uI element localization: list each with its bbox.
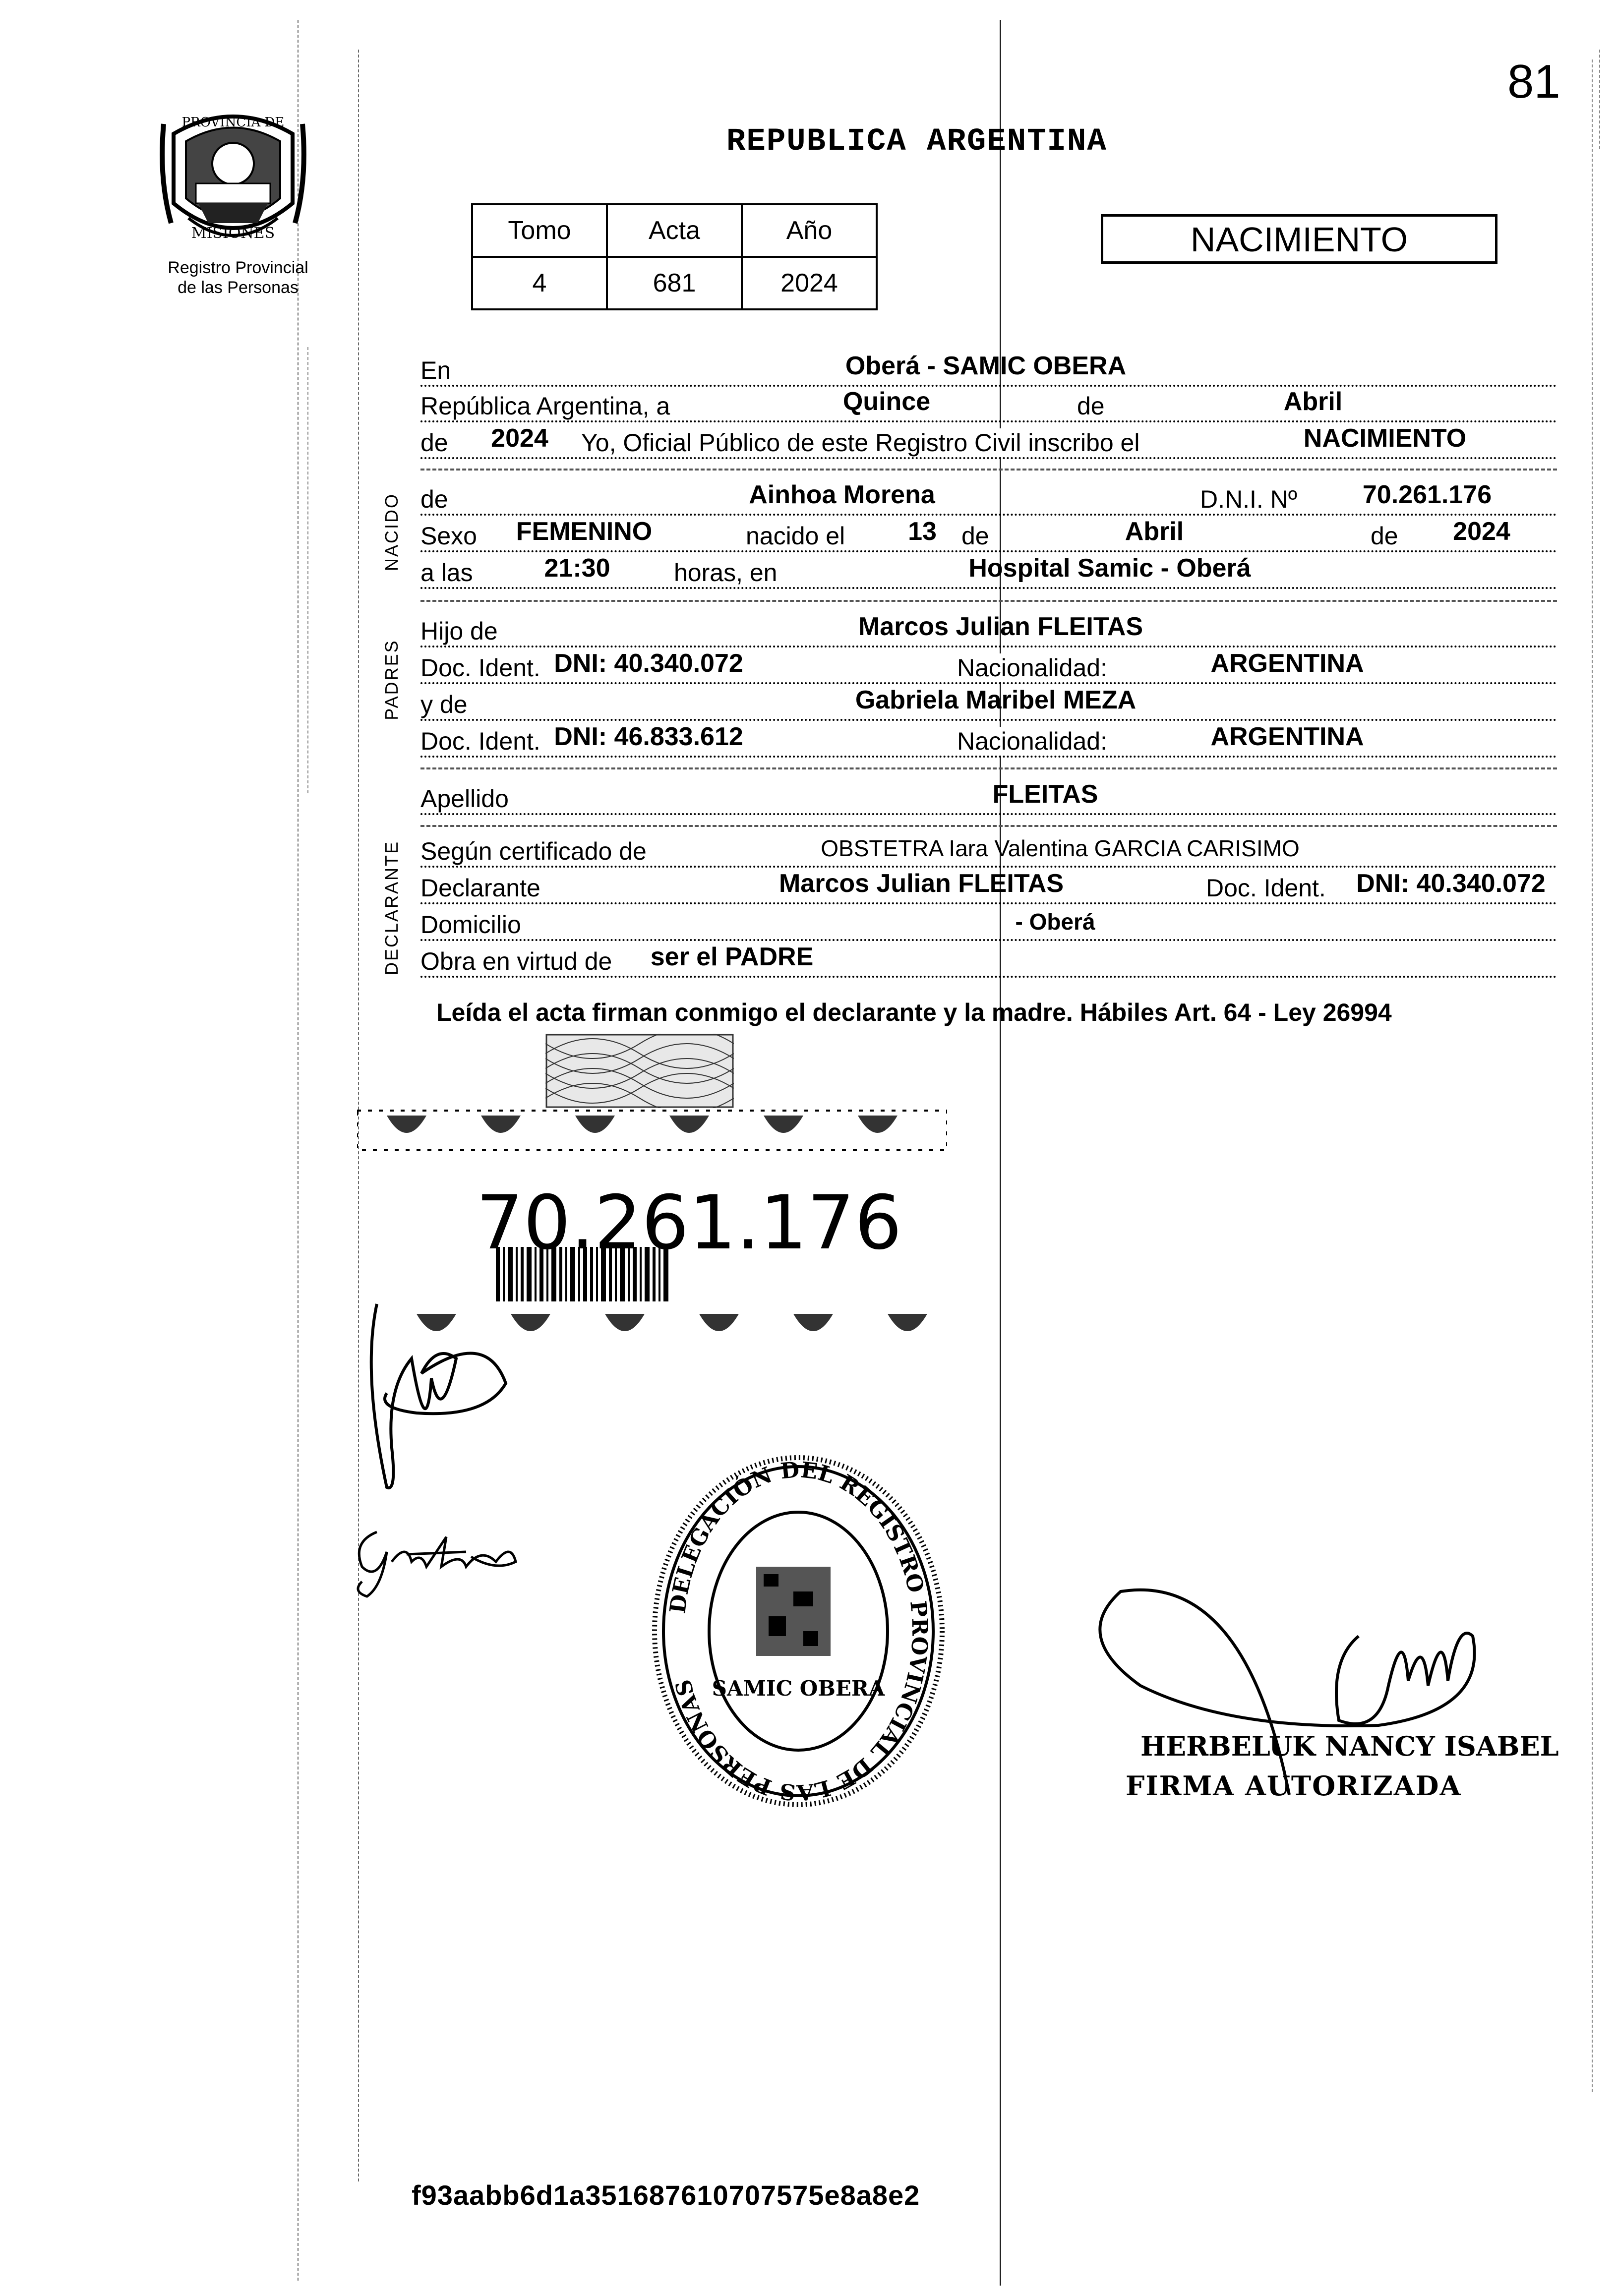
row-certificado [420, 833, 1557, 868]
de-name-label: de [420, 485, 451, 514]
acta-value: 681 [607, 257, 742, 309]
signature-icon [357, 1299, 536, 1497]
mother-name: Gabriela Maribel MEZA [855, 686, 1137, 714]
section-separator [420, 825, 1557, 827]
row-mother [420, 686, 1557, 721]
mother-signature [347, 1522, 536, 1601]
margin-line [1599, 50, 1600, 149]
svg-text:PROVINCIA DE: PROVINCIA DE [181, 115, 285, 130]
republica-label: República Argentina, a [420, 392, 673, 420]
svg-text:SAMIC OBERA: SAMIC OBERA [712, 1676, 885, 1701]
birth-place: Hospital Samic - Oberá [968, 554, 1251, 583]
row-apellido [420, 780, 1557, 815]
sexo-label: Sexo [420, 522, 480, 550]
child-dni: 70.261.176 [1362, 480, 1492, 509]
declarante-label: Declarante [420, 874, 543, 902]
segun-label: Según certificado de [420, 837, 650, 866]
tomo-value: 4 [472, 257, 607, 309]
sticker-dni-number: 70.261.176 [476, 1180, 902, 1266]
side-label-declarante: DECLARANTE [381, 840, 402, 976]
year-de-label: de [420, 428, 451, 457]
svg-text:DELEGACIÓN DEL REGISTRO PROVIN: DELEGACIÓN DEL REGISTRO PROVINCIAL DE LAS PERSONAS [665, 1457, 933, 1805]
sexo-value: FEMENINO [516, 517, 653, 546]
tomo-header: Tomo [472, 204, 607, 257]
domicilio-label: Domicilio [420, 910, 524, 939]
registry-line-1: Registro Provincial [168, 258, 308, 277]
row-date [420, 388, 1557, 422]
registry-line-2: de las Personas [178, 278, 299, 297]
birth-day: 13 [908, 517, 937, 546]
father-name: Marcos Julian FLEITAS [858, 612, 1143, 641]
dni-label: D.N.I. Nº [1197, 485, 1300, 514]
alas-label: a las [420, 558, 476, 587]
section-separator [420, 767, 1557, 769]
misiones-seal-icon [159, 104, 307, 253]
row-child [420, 481, 1557, 516]
ano-value: 2024 [742, 257, 877, 309]
acta-header: Acta [607, 204, 742, 257]
row-declarante [420, 870, 1557, 904]
year-value: 2024 [491, 424, 548, 453]
official-stamp [645, 1448, 952, 1815]
row-obra [420, 943, 1557, 978]
row-father [420, 613, 1557, 648]
obra-value: ser el PADRE [650, 942, 814, 971]
horas-label: horas, en [671, 558, 780, 587]
hijo-label: Hijo de [420, 617, 501, 646]
section-separator [420, 600, 1557, 602]
domicilio-value: - Oberá [1015, 909, 1095, 935]
month-value: Abril [1283, 387, 1343, 416]
en-value: Oberá - SAMIC OBERA [845, 352, 1127, 380]
oficial-text: Yo, Oficial Público de este Registro Civil inscribo el [578, 428, 1142, 457]
closing-text: Leída el acta firman conmigo el declarante y la madre. Hábiles Art. 64 - Ley 26994 [436, 999, 1392, 1026]
de-label: de [1074, 392, 1108, 420]
nacionalidad-label: Nacionalidad: [954, 727, 1110, 756]
row-domicilio [420, 906, 1557, 941]
provincial-logo [159, 104, 307, 253]
mother-nationality: ARGENTINA [1210, 722, 1364, 751]
act-type-box: NACIMIENTO [1101, 214, 1497, 264]
birth-month: Abril [1125, 517, 1184, 546]
father-signature [357, 1299, 536, 1497]
father-nationality: ARGENTINA [1210, 649, 1364, 678]
apellido-label: Apellido [420, 784, 512, 813]
inscribe-value: NACIMIENTO [1303, 424, 1467, 453]
section-separator [420, 469, 1557, 471]
country-title: REPUBLICA ARGENTINA [726, 124, 1107, 160]
mother-doc: DNI: 46.833.612 [554, 722, 743, 751]
apellido-value: FLEITAS [992, 780, 1098, 809]
officer-title: FIRMA AUTORIZADA [1126, 1770, 1462, 1802]
volume-table [471, 203, 878, 310]
declarante-doc: DNI: 40.340.072 [1356, 869, 1546, 898]
margin-line [1592, 59, 1593, 2092]
signature-icon [347, 1522, 536, 1601]
nacido-label: nacido el [743, 522, 848, 550]
officer-signature [1081, 1562, 1488, 1800]
registry-name [134, 258, 342, 297]
margin-line [298, 20, 299, 2281]
row-father-doc [420, 649, 1557, 684]
doc-ident-label: Doc. Ident. [420, 653, 543, 682]
margin-line [307, 347, 308, 793]
officer-name: HERBELUK NANCY ISABEL [1140, 1730, 1559, 1762]
svg-text:MISIONES: MISIONES [191, 225, 275, 242]
row-year [420, 424, 1557, 459]
row-time [420, 554, 1557, 589]
obra-label: Obra en virtud de [420, 947, 615, 976]
signature-icon [1081, 1562, 1488, 1800]
side-label-padres: PADRES [381, 639, 402, 720]
side-label-nacido: NACIDO [381, 493, 402, 572]
birth-de-label: de [958, 522, 992, 550]
row-en [420, 352, 1557, 387]
en-label: En [420, 356, 454, 385]
day-word: Quince [842, 387, 931, 416]
segun-value: OBSTETRA Iara Valentina GARCIA CARISIMO [821, 835, 1300, 861]
birth-time: 21:30 [544, 554, 610, 583]
nacionalidad-label: Nacionalidad: [954, 653, 1110, 682]
declarante-doc-label: Doc. Ident. [1203, 874, 1329, 902]
birth-year: 2024 [1453, 517, 1510, 546]
declarante-value: Marcos Julian FLEITAS [778, 869, 1064, 898]
document-hash: f93aabb6d1a351687610707575e8a8e2 [412, 2179, 920, 2211]
ano-header: Año [742, 204, 877, 257]
doc-ident-label: Doc. Ident. [420, 727, 543, 756]
row-mother-doc [420, 723, 1557, 758]
row-sex [420, 518, 1557, 552]
page-number: 81 [1507, 55, 1560, 108]
stamp-icon [645, 1448, 952, 1815]
child-name: Ainhoa Morena [749, 480, 935, 509]
father-doc: DNI: 40.340.072 [554, 649, 743, 678]
yde-label: y de [420, 690, 471, 719]
birth-de2-label: de [1368, 522, 1401, 550]
